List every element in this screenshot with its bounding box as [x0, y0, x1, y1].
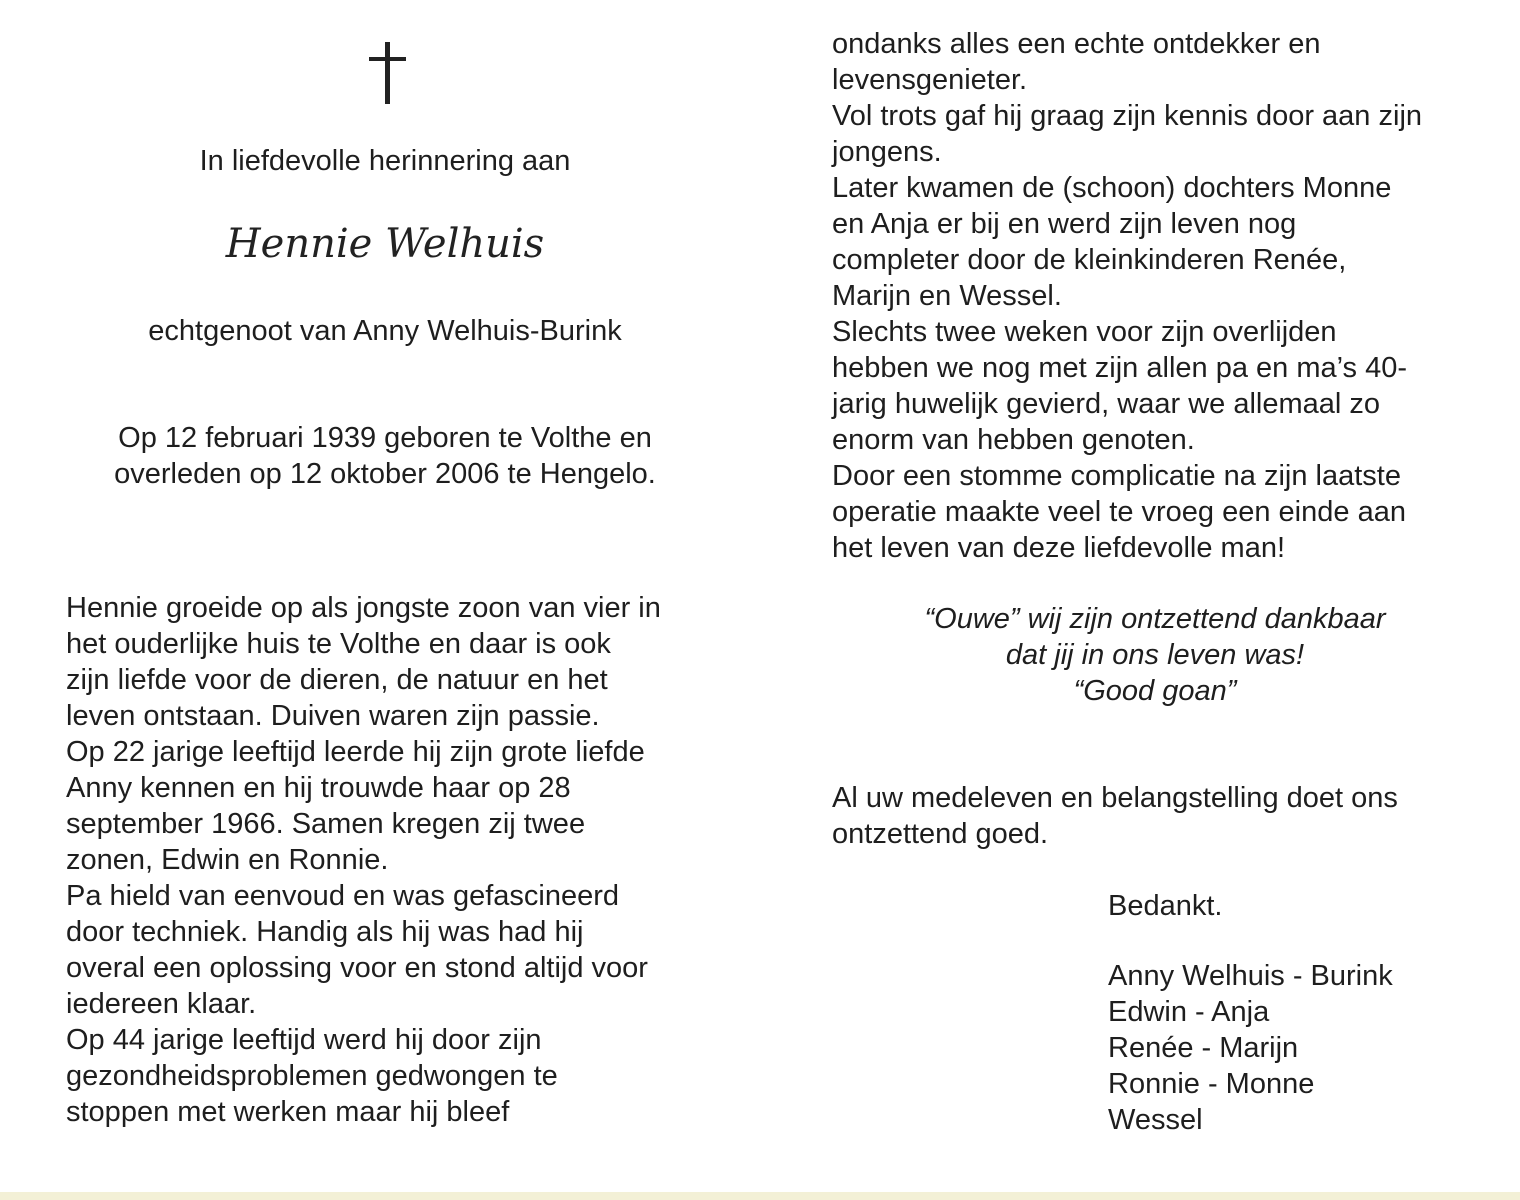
family-signatures	[1108, 958, 1393, 1138]
text-line: stoppen met werken maar hij bleef	[66, 1096, 510, 1128]
family-member: Edwin - Anja	[1108, 996, 1270, 1028]
text-line: hebben we nog met zijn allen pa en ma’s 40-	[832, 352, 1408, 384]
text-line: Op 22 jarige leeftijd leerde hij zijn grote liefde	[66, 736, 645, 768]
text-line: het ouderlijke huis te Volthe en daar is ook	[66, 628, 611, 660]
text-line: zijn liefde voor de dieren, de natuur en het	[66, 664, 608, 696]
family-member: Anny Welhuis - Burink	[1108, 960, 1393, 992]
text-line: ondanks alles een echte ontdekker en	[832, 28, 1321, 60]
quote-block	[770, 601, 1520, 709]
quote-line: “Good goan”	[1073, 675, 1237, 707]
family-member: Wessel	[1108, 1104, 1203, 1136]
text-line: overal een oplossing voor en stond altijd voor	[66, 952, 648, 984]
quote-line: “Ouwe” wij zijn ontzettend dankbaar	[924, 603, 1386, 635]
text-line: Op 44 jarige leeftijd werd hij door zijn	[66, 1024, 542, 1056]
text-line: Vol trots gaf hij graag zijn kennis door aan zijn	[832, 100, 1423, 132]
cross-icon	[368, 42, 408, 104]
text-line: september 1966. Samen kregen zij twee	[66, 808, 586, 840]
text-line: door techniek. Handig als hij was had hij	[66, 916, 584, 948]
birth-line: Op 12 februari 1939 geboren te Volthe en	[118, 422, 652, 454]
text-line: Al uw medeleven en belangstelling doet ons	[832, 782, 1398, 814]
text-line: Anny kennen en hij trouwde haar op 28	[66, 772, 571, 804]
spouse-line: echtgenoot van Anny Welhuis-Burink	[148, 315, 622, 347]
text-line: Later kwamen de (schoon) dochters Monne	[832, 172, 1392, 204]
text-line: iedereen klaar.	[66, 988, 257, 1020]
text-line: levensgenieter.	[832, 64, 1028, 96]
text-line: ontzettend goed.	[832, 818, 1049, 850]
text-line: Slechts twee weken voor zijn overlijden	[832, 316, 1337, 348]
biography-right	[832, 26, 1422, 566]
paper-edge	[0, 1192, 1520, 1200]
bedankt-line: Bedankt.	[1108, 890, 1223, 922]
text-line: Marijn en Wessel.	[832, 280, 1062, 312]
text-line: Door een stomme complicatie na zijn laatste	[832, 460, 1401, 492]
death-line: overleden op 12 oktober 2006 te Hengelo.	[114, 458, 656, 490]
biography-left	[66, 590, 661, 1130]
text-line: jongens.	[832, 136, 942, 168]
text-line: leven ontstaan. Duiven waren zijn passie.	[66, 700, 600, 732]
thanks-message	[832, 780, 1398, 852]
text-line: operatie maakte veel te vroeg een einde aan	[832, 496, 1406, 528]
intro-line: In liefdevolle herinnering aan	[199, 145, 571, 177]
text-line: enorm van hebben genoten.	[832, 424, 1195, 456]
deceased-name: Hennie Welhuis	[225, 221, 545, 267]
quote-line: dat jij in ons leven was!	[1005, 639, 1305, 671]
text-line: Pa hield van eenvoud en was gefascineerd	[66, 880, 619, 912]
text-line: Hennie groeide op als jongste zoon van vier in	[66, 592, 661, 624]
text-line: jarig huwelijk gevierd, waar we allemaal zo	[832, 388, 1381, 420]
text-line: het leven van deze liefdevolle man!	[832, 532, 1286, 564]
text-line: gezondheidsproblemen gedwongen te	[66, 1060, 558, 1092]
text-line: completer door de kleinkinderen Renée,	[832, 244, 1347, 276]
text-line: zonen, Edwin en Ronnie.	[66, 844, 389, 876]
family-member: Renée - Marijn	[1108, 1032, 1299, 1064]
right-panel	[770, 0, 1520, 1190]
dates-block	[0, 420, 770, 492]
family-member: Ronnie - Monne	[1108, 1068, 1315, 1100]
text-line: en Anja er bij en werd zijn leven nog	[832, 208, 1297, 240]
